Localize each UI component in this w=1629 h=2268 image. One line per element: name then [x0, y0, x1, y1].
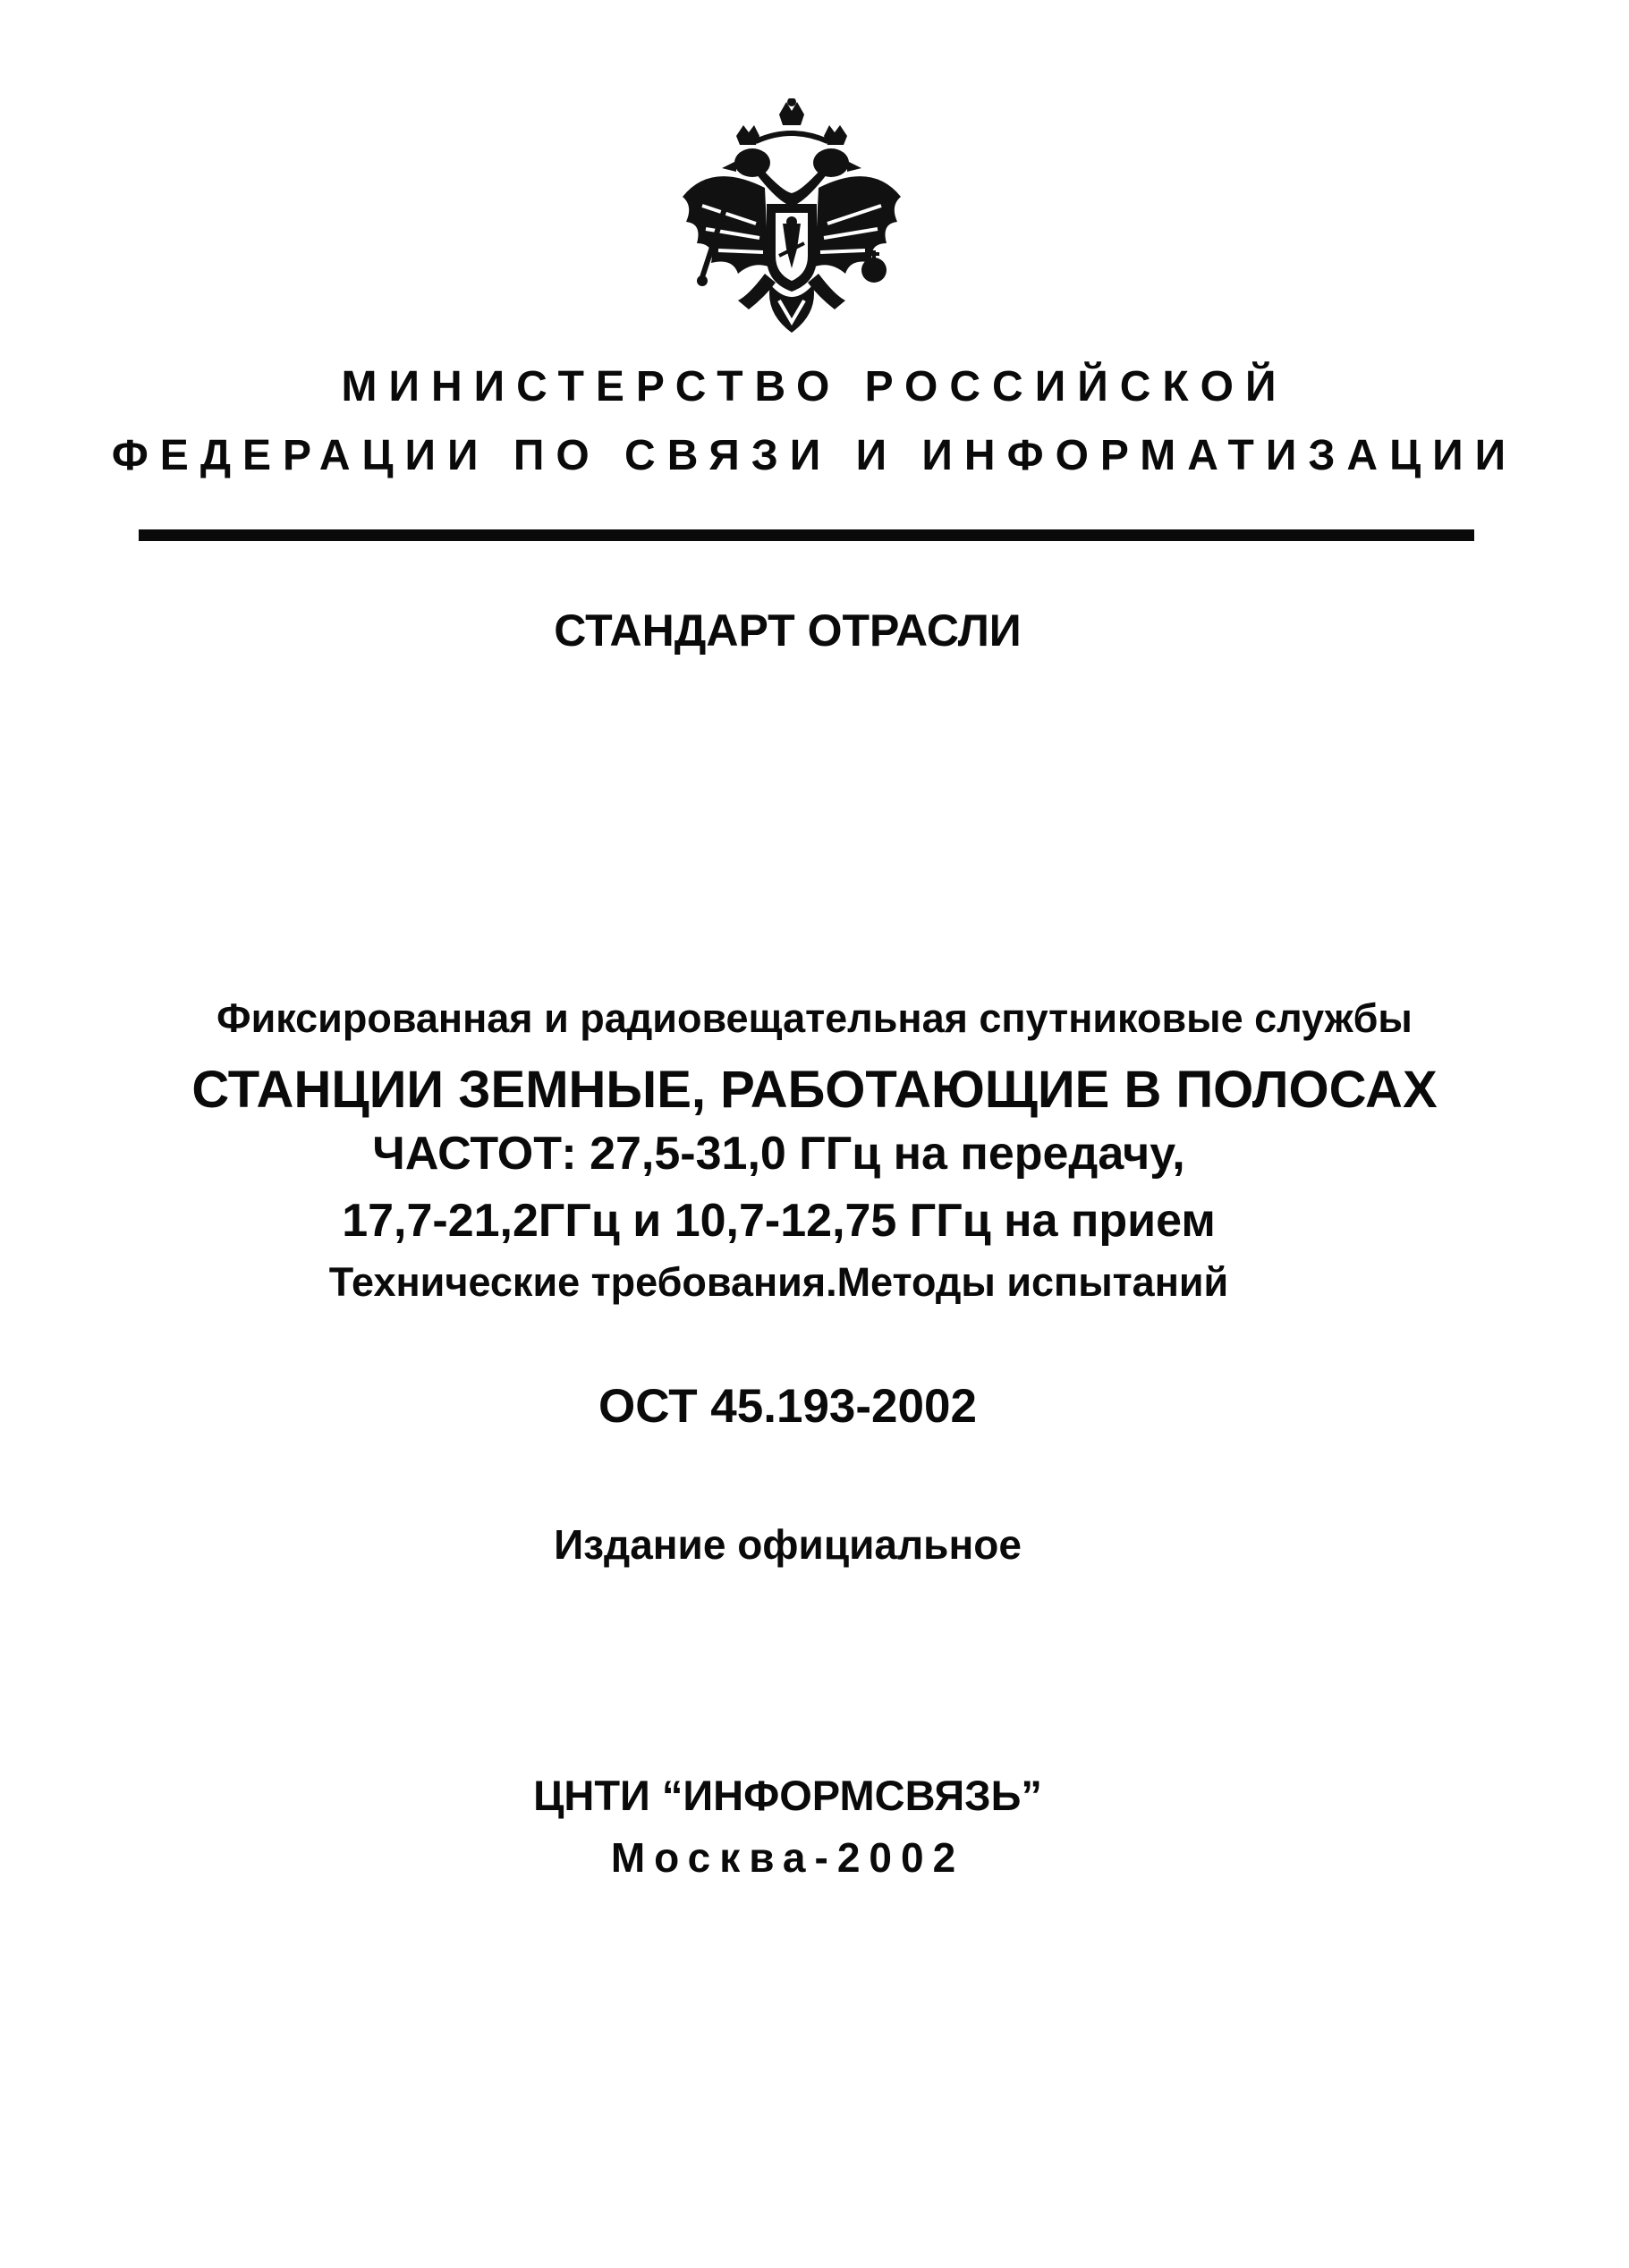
document-methods: Технические требования.Методы испытаний [328, 1259, 1229, 1305]
document-subtitle: Фиксированная и радиовещательная спутниковые службы [216, 995, 1413, 1041]
city-year: Москва-2002 [610, 1834, 965, 1881]
standard-code: ОСТ 45.193-2002 [598, 1380, 977, 1433]
ministry-line-1: МИНИСТЕРСТВО РОССИЙСКОЙ [341, 363, 1288, 410]
document-title-line-2: ЧАСТОТ: 27,5-31,0 ГГц на передачу, [372, 1128, 1185, 1180]
document-title-line-3: 17,7-21,2ГГц и 10,7-12,75 ГГц на прием [342, 1195, 1216, 1247]
edition-label: Издание официальное [554, 1521, 1022, 1568]
publisher: ЦНТИ “ИНФОРМСВЯЗЬ” [533, 1772, 1042, 1819]
document-title-line-1: СТАНЦИИ ЗЕМНЫЕ, РАБОТАЮЩИЕ В ПОЛОСАХ [191, 1061, 1438, 1119]
header-divider [139, 529, 1474, 541]
russian-coat-of-arms-icon [666, 98, 917, 349]
standard-type: СТАНДАРТ ОТРАСЛИ [554, 605, 1022, 656]
ministry-line-2: ФЕДЕРАЦИИ ПО СВЯЗИ И ИНФОРМАТИЗАЦИИ [111, 432, 1518, 479]
